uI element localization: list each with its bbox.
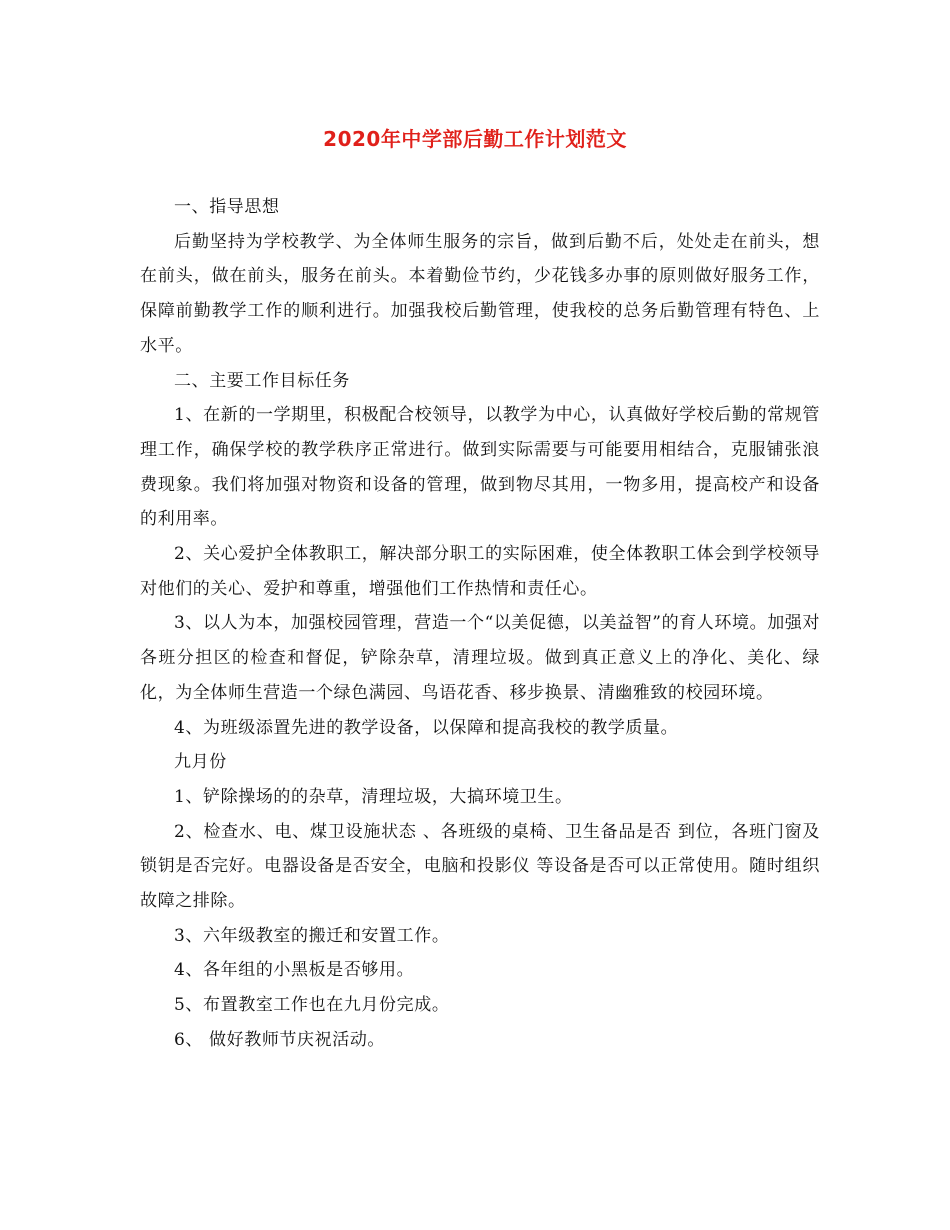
- heading-september: 九月份: [174, 752, 227, 773]
- list-item: 2、检查水、电、煤卫设施状态 、各班级的桌椅、卫生备品是否 到位，各班门窗及锁钥是否完好。电器设备是否安全，电脑和投影仪 等设备是否可以正常使用。随时组织故障之排除。: [140, 821, 820, 912]
- list-item: 5、布置教室工作也在九月份完成。: [174, 995, 450, 1016]
- list-item: 4、各年组的小黑板是否够用。: [174, 960, 415, 981]
- list-item: 3、六年级教室的搬迁和安置工作。: [174, 925, 450, 946]
- heading-main-goals: 二、主要工作目标任务: [174, 370, 350, 391]
- paragraph: 3、以人为本，加强校园管理，营造一个“以美促德，以美益智”的育人环境。加强对各班分担区的检查和督促，铲除杂草，清理垃圾。做到真正意义上的净化、美化、绿化，为全体师生营造一个绿色满园、鸟语花香、移步换景、清幽雅致的校园环境。: [140, 613, 820, 703]
- list-item: 6、 做好教师节庆祝活动。: [174, 1029, 386, 1050]
- document-title: 2020年中学部后勤工作计划范文: [323, 127, 627, 151]
- heading-guiding-ideology: 一、指导思想: [174, 197, 280, 217]
- paragraph: 4、为班级添置先进的教学设备，以保障和提高我校的教学质量。: [174, 717, 679, 738]
- paragraph: 1、在新的一学期里，积极配合校领导，以教学为中心，认真做好学校后勤的常规管理工作，确保学校的教学秩序正常进行。做到实际需要与可能要用相结合，克服铺张浪费现象。我们将加强对物资和设备的管理，做到物尽其用，一物多用，提高校产和设备的利用率。: [140, 405, 820, 530]
- paragraph: 后勤坚持为学校教学、为全体师生服务的宗旨，做到后勤不后，处处走在前头，想在前头，做在前头，服务在前头。本着勤俭节约，少花钱多办事的原则做好服务工作，保障前勤教学工作的顺利进行。加强我校后勤管理，使我校的总务后勤管理有特色、上水平。: [140, 231, 820, 356]
- paragraph: 2、关心爱护全体教职工，解决部分职工的实际困难，使全体教职工体会到学校领导对他们的关心、爱护和尊重，增强他们工作热情和责任心。: [140, 544, 820, 599]
- document-body: [140, 190, 820, 1058]
- list-item: 1、铲除操场的的杂草，清理垃圾，大搞环境卫生。: [174, 786, 573, 807]
